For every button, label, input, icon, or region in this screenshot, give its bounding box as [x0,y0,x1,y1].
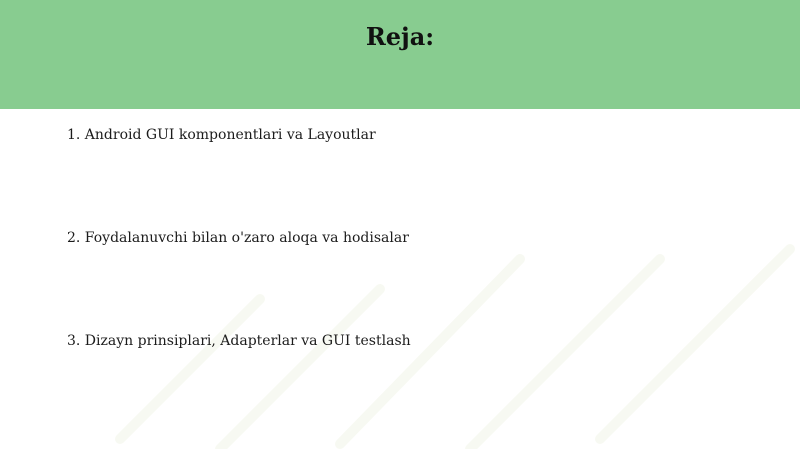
plan-list [0,109,800,449]
plan-item-3: 3. Dizayn prinsiplari, Adapterlar va GUI testlash [67,333,411,349]
plan-item-1: 1. Android GUI komponentlari va Layoutlar [67,127,376,143]
header-band [0,0,800,109]
slide-title: Reja: [365,22,435,51]
plan-item-2: 2. Foydalanuvchi bilan o'zaro aloqa va hodisalar [67,230,409,246]
